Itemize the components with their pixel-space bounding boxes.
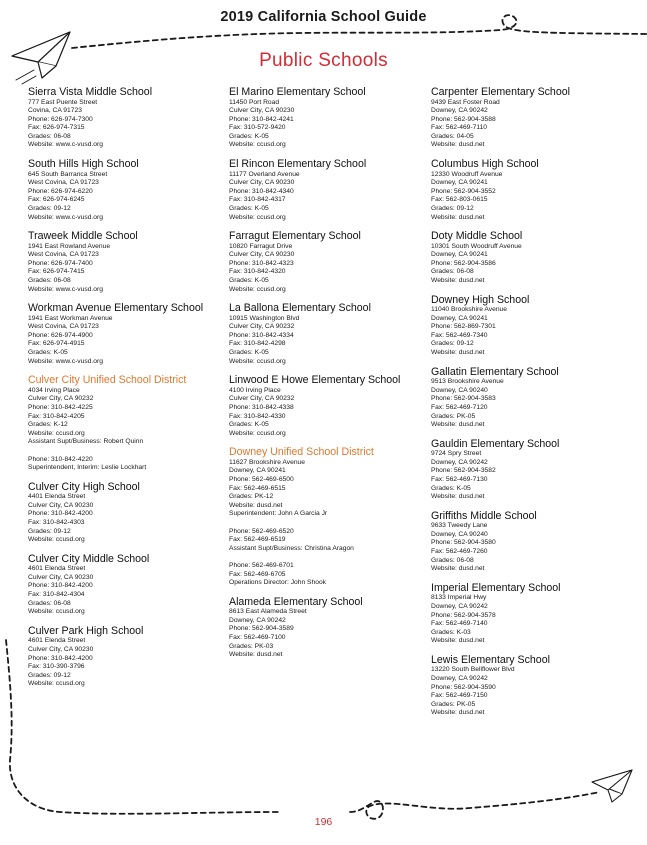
entry-detail-line: Fax: 562-803-0615	[431, 196, 488, 204]
school-name: Farragut Elementary School	[229, 230, 361, 243]
entry-detail-line: Phone: 310-842-4200	[28, 510, 93, 518]
entry-detail-line: Culver City, CA 90230	[229, 251, 295, 259]
entry-detail-line: 1941 East Rowland Avenue	[28, 242, 111, 250]
district-name: Culver City Unified School District	[28, 374, 187, 387]
district-entry	[28, 374, 218, 472]
entry-detail-line: Website: ccusd.org	[229, 213, 286, 221]
entry-detail-line: Downey, CA 90241	[431, 179, 488, 187]
entry-detail-line: Grades: K-03	[431, 628, 471, 636]
entry-detail-line: Website: ccusd.org	[28, 429, 85, 437]
school-name: South Hills High School	[28, 158, 139, 171]
school-entry	[229, 230, 419, 294]
entry-detail-line: Fax: 562-469-6515	[229, 484, 286, 492]
entry-detail-line: 4034 Irving Place	[28, 386, 80, 394]
school-name: El Rincon Elementary School	[229, 158, 367, 171]
entry-detail-line: 10820 Farragut Drive	[229, 242, 293, 250]
entry-detail-line: Grades: PK-03	[229, 642, 274, 650]
district-entry	[229, 446, 419, 587]
school-name: Carpenter Elementary School	[431, 86, 570, 98]
entry-detail-line: Website: ccusd.org	[229, 285, 286, 293]
listing-column-1	[28, 86, 218, 697]
entry-detail-line: 8613 East Alameda Street	[229, 608, 307, 616]
entry-detail-line: Website: dusd.net	[431, 421, 485, 429]
entry-detail-line: 4601 Elenda Street	[28, 565, 86, 573]
entry-detail-line: 13220 South Bellflower Blvd	[431, 666, 515, 674]
page-number: 196	[314, 816, 333, 828]
school-name: Workman Avenue Elementary School	[28, 302, 204, 315]
section-title: Public Schools	[259, 50, 388, 71]
school-entry	[431, 510, 621, 574]
entry-detail-line: Phone: 562-469-6500	[229, 476, 294, 483]
entry-detail-line: Website: dusd.net	[229, 651, 283, 659]
entry-detail-line: Website: ccusd.org	[28, 680, 85, 688]
school-entry	[431, 230, 621, 285]
entry-detail-line: Website: dusd.net	[431, 277, 485, 284]
entry-detail-line	[229, 553, 419, 562]
entry-detail-line: Phone: 562-904-3580	[431, 539, 496, 547]
school-entry	[431, 438, 621, 502]
entry-detail-line: Phone: 562-904-3578	[431, 611, 496, 619]
entry-detail-line: Culver City, CA 90232	[28, 395, 94, 403]
entry-detail-line: Phone: 310-842-4220	[28, 455, 93, 463]
entry-detail-line: Operations Director: John Shook	[229, 579, 327, 587]
school-name: Columbus High School	[431, 158, 539, 171]
entry-detail-line: Phone: 562-904-3588	[431, 115, 496, 123]
school-entry	[28, 86, 218, 150]
listing-column-3	[431, 86, 621, 726]
entry-detail-line: Fax: 626-974-7315	[28, 124, 85, 132]
entry-detail-line: 8133 Imperial Hwy	[431, 594, 487, 602]
entry-detail-line: Fax: 626-974-4915	[28, 340, 85, 348]
entry-detail-line: Grades: 06-08	[431, 268, 474, 276]
bottom-dashed-path	[350, 792, 600, 819]
school-name: Alameda Elementary School	[229, 595, 363, 608]
entry-detail-line: 777 East Puente Street	[28, 98, 98, 106]
entry-detail-line: Grades: 09-12	[28, 671, 71, 679]
entry-detail-line: Website: www.c-vusd.org	[28, 357, 103, 365]
entry-detail-line: Fax: 562-469-6705	[229, 570, 286, 578]
entry-detail-line: Downey, CA 90241	[229, 467, 286, 475]
entry-detail-line: Fax: 626-974-7415	[28, 268, 85, 276]
entry-detail-line: 1941 East Workman Avenue	[28, 314, 113, 322]
entry-detail-line: Phone: 626-974-7300	[28, 115, 93, 123]
entry-detail-line: Website: dusd.net	[431, 349, 485, 357]
entry-detail-line: Website: dusd.net	[431, 565, 485, 573]
entry-detail-line: Phone: 310-842-4225	[28, 403, 93, 411]
school-entry	[28, 625, 218, 689]
entry-detail-line: West Covina, CA 91723	[28, 179, 99, 187]
entry-detail-line: Fax: 310-842-4330	[229, 412, 286, 420]
entry-detail-line: Downey, CA 90241	[431, 251, 488, 259]
entry-detail-line: Fax: 310-842-4317	[229, 196, 286, 204]
entry-detail-line: Fax: 310-842-4320	[229, 268, 286, 276]
entry-detail-line: Phone: 310-842-4200	[28, 582, 93, 590]
entry-detail-line: Grades: 09-12	[28, 204, 71, 212]
school-name: Gauldin Elementary School	[431, 437, 560, 450]
entry-detail-line: 10301 South Woodruff Avenue	[431, 242, 522, 250]
entry-detail-line: Grades: PK-12	[229, 493, 274, 501]
school-name: Culver City High School	[28, 480, 140, 493]
entry-detail-line: Downey, CA 90242	[431, 602, 488, 610]
entry-detail-line: 12330 Woodruff Avenue	[431, 170, 503, 178]
entry-detail-line: 4401 Elenda Street	[28, 493, 86, 501]
entry-detail-line: Phone: 626-974-4900	[28, 331, 93, 339]
entry-detail-line: 9513 Brookshire Avenue	[431, 378, 504, 386]
entry-detail-line: Grades: K-05	[229, 349, 269, 357]
entry-detail-line: Website: dusd.net	[431, 213, 485, 221]
entry-detail-line: Downey, CA 90241	[431, 314, 488, 322]
entry-detail-line: Grades: 06-08	[431, 556, 474, 564]
entry-detail-line: Phone: 562-904-3586	[431, 259, 496, 267]
entry-detail-line: Downey, CA 90242	[431, 458, 488, 466]
entry-detail-line: Grades: 06-08	[28, 599, 71, 607]
entry-detail-line: Culver City, CA 90230	[28, 645, 94, 653]
entry-detail-line: 11040 Brookshire Avenue	[431, 306, 507, 314]
school-name: Traweek Middle School	[28, 230, 138, 243]
entry-detail-line: Grades: 06-08	[28, 277, 71, 284]
school-name: La Ballona Elementary School	[229, 302, 371, 315]
entry-detail-line	[28, 447, 218, 456]
school-entry	[28, 553, 218, 617]
entry-detail-line: 9724 Spry Street	[431, 450, 482, 458]
school-name: El Marino Elementary School	[229, 86, 366, 98]
entry-detail-line: Grades: 04-05	[431, 132, 474, 140]
entry-detail-line: Phone: 626-974-7400	[28, 259, 93, 267]
entry-detail-line: Grades: 09-12	[431, 340, 474, 348]
entry-detail-line: Fax: 562-469-7150	[431, 692, 488, 700]
school-entry	[229, 302, 419, 366]
entry-detail-line: Website: dusd.net	[229, 501, 283, 509]
entry-detail-line: 11177 Overland Avenue	[229, 170, 300, 178]
entry-detail-line: Website: www.c-vusd.org	[28, 141, 103, 149]
entry-detail-line: Fax: 562-469-7130	[431, 476, 488, 483]
guide-title: 2019 California School Guide	[220, 9, 427, 25]
entry-detail-line: Phone: 562-469-6520	[229, 527, 294, 535]
entry-detail-line: Grades: 09-12	[28, 527, 71, 535]
entry-detail-line: Phone: 562-904-3582	[431, 467, 496, 475]
entry-detail-line: Grades: K-05	[229, 204, 269, 212]
entry-detail-line: 11627 Brookshire Avenue	[229, 458, 305, 466]
entry-detail-line: West Covina, CA 91723	[28, 251, 99, 259]
entry-detail-line: 10915 Washington Blvd	[229, 314, 300, 322]
entry-detail-line: Website: www.c-vusd.org	[28, 285, 103, 293]
school-name: Griffiths Middle School	[431, 509, 537, 522]
entry-detail-line: Fax: 562-469-7340	[431, 331, 488, 339]
entry-detail-line: Covina, CA 91723	[28, 107, 82, 115]
entry-detail-line: Assistant Supt/Business: Robert Quinn	[28, 438, 144, 446]
entry-detail-line: 4601 Elenda Street	[28, 637, 86, 645]
school-entry	[229, 158, 419, 222]
entry-detail-line: Grades: K-05	[431, 484, 471, 492]
school-entry	[431, 294, 621, 358]
entry-detail-line: Website: ccusd.org	[28, 608, 85, 616]
entry-detail-line: Website: ccusd.org	[229, 429, 286, 437]
entry-detail-line: Phone: 562-469-6701	[229, 561, 294, 569]
entry-detail-line: 4100 Irving Place	[229, 386, 281, 394]
school-name: Lewis Elementary School	[431, 653, 550, 666]
entry-detail-line: Phone: 310-842-4241	[229, 115, 294, 123]
entry-detail-line: Website: dusd.net	[431, 709, 485, 717]
entry-detail-line: Fax: 562-469-6519	[229, 536, 286, 544]
entry-detail-line: Grades: K-05	[28, 349, 68, 357]
school-entry	[431, 654, 621, 718]
school-name: Linwood E Howe Elementary School	[229, 374, 401, 387]
entry-detail-line: Fax: 562-469-7110	[431, 124, 488, 132]
entry-detail-line: 11450 Port Road	[229, 98, 280, 106]
entry-detail-line: Downey, CA 90240	[431, 530, 488, 538]
entry-detail-line: Grades: K-05	[229, 421, 269, 429]
entry-detail-line: Grades: K-05	[229, 277, 269, 284]
entry-detail-line: 9439 East Foster Road	[431, 98, 500, 106]
entry-detail-line: Culver City, CA 90232	[229, 395, 295, 403]
entry-detail-line: Downey, CA 90242	[229, 616, 286, 624]
entry-detail-line	[229, 519, 419, 528]
entry-detail-line: Assistant Supt/Business: Christina Aragon	[229, 544, 354, 552]
entry-detail-line: Grades: PK-05	[431, 412, 476, 420]
entry-detail-line: Phone: 310-842-4323	[229, 259, 294, 267]
entry-detail-line: Website: dusd.net	[431, 141, 485, 149]
entry-detail-line: Phone: 310-842-4340	[229, 187, 294, 195]
entry-detail-line: West Covina, CA 91723	[28, 323, 99, 331]
school-entry	[229, 374, 419, 438]
school-name: Downey High School	[431, 293, 530, 306]
school-entry	[431, 582, 621, 646]
entry-detail-line: Fax: 562-469-7260	[431, 548, 488, 556]
entry-detail-line: Superintendent: John A Garcia Jr	[229, 510, 328, 518]
school-entry	[28, 158, 218, 222]
school-entry	[28, 230, 218, 294]
school-entry	[28, 302, 218, 366]
school-name: Gallatin Elementary School	[431, 365, 559, 378]
entry-detail-line: Website: dusd.net	[431, 493, 485, 501]
entry-detail-line: Downey, CA 90240	[431, 386, 488, 394]
entry-detail-line: 9633 Tweedy Lane	[431, 522, 488, 530]
school-name: Imperial Elementary School	[431, 581, 561, 594]
entry-detail-line: Fax: 310-390-3796	[28, 663, 85, 671]
entry-detail-line: Fax: 562-469-7100	[229, 634, 286, 641]
entry-detail-line: 645 South Barranca Street	[28, 170, 108, 178]
entry-detail-line: Website: www.c-vusd.org	[28, 213, 103, 221]
entry-detail-line: Downey, CA 90242	[431, 675, 488, 682]
school-entry	[431, 158, 621, 222]
entry-detail-line: Website: ccusd.org	[229, 141, 286, 149]
entry-detail-line: Fax: 310-842-4298	[229, 340, 286, 348]
school-name: Sierra Vista Middle School	[28, 86, 153, 98]
entry-detail-line: Website: dusd.net	[431, 637, 485, 645]
entry-detail-line: Fax: 562-469-7120	[431, 403, 488, 411]
entry-detail-line: Downey, CA 90242	[431, 107, 488, 115]
entry-detail-line: Fax: 626-974-6245	[28, 196, 85, 204]
entry-detail-line: Superintendent, Interim: Leslie Lockhart	[28, 464, 147, 472]
entry-detail-line: Fax: 562-469-7140	[431, 620, 488, 628]
entry-detail-line: Fax: 310-842-4303	[28, 518, 85, 526]
school-name: Culver City Middle School	[28, 552, 150, 565]
listing-column-2	[229, 86, 419, 668]
entry-detail-line: Grades: PK-05	[431, 700, 476, 708]
entry-detail-line: Fax: 310-572-9420	[229, 124, 286, 132]
school-name: Doty Middle School	[431, 230, 523, 243]
entry-detail-line: Culver City, CA 90232	[229, 323, 295, 331]
entry-detail-line: Phone: 562-904-3583	[431, 395, 496, 403]
entry-detail-line: Website: ccusd.org	[229, 357, 286, 365]
school-name: Culver Park High School	[28, 624, 144, 637]
entry-detail-line: Phone: 310-842-4200	[28, 654, 93, 662]
entry-detail-line: Grades: K-05	[229, 132, 269, 140]
entry-detail-line: Phone: 562-904-3552	[431, 187, 496, 195]
entry-detail-line: Website: ccusd.org	[28, 536, 85, 544]
school-entry	[28, 481, 218, 545]
entry-detail-line: Phone: 562-904-3590	[431, 683, 496, 691]
entry-detail-line: Phone: 562-904-3589	[229, 625, 294, 633]
entry-detail-line: Grades: 09-12	[431, 204, 474, 212]
entry-detail-line: Grades: K-12	[28, 421, 68, 429]
entry-detail-line: Phone: 310-842-4338	[229, 403, 294, 411]
paper-plane-icon	[592, 770, 632, 802]
entry-detail-line: Fax: 310-842-4304	[28, 591, 85, 599]
entry-detail-line: Phone: 310-842-4334	[229, 331, 294, 339]
entry-detail-line: Phone: 562-869-7301	[431, 323, 496, 331]
district-name: Downey Unified School District	[229, 446, 374, 459]
entry-detail-line: Grades: 06-08	[28, 132, 71, 140]
entry-detail-line: Fax: 310-842-4205	[28, 412, 85, 420]
entry-detail-line: Culver City, CA 90230	[229, 107, 295, 115]
school-entry	[431, 86, 621, 150]
entry-detail-line: Phone: 626-974-6220	[28, 187, 93, 195]
school-entry	[229, 86, 419, 150]
entry-detail-line: Culver City, CA 90230	[229, 179, 295, 187]
entry-detail-line: Culver City, CA 90230	[28, 573, 94, 581]
entry-detail-line: Culver City, CA 90230	[28, 501, 94, 509]
school-entry	[229, 596, 419, 660]
school-entry	[431, 366, 621, 430]
